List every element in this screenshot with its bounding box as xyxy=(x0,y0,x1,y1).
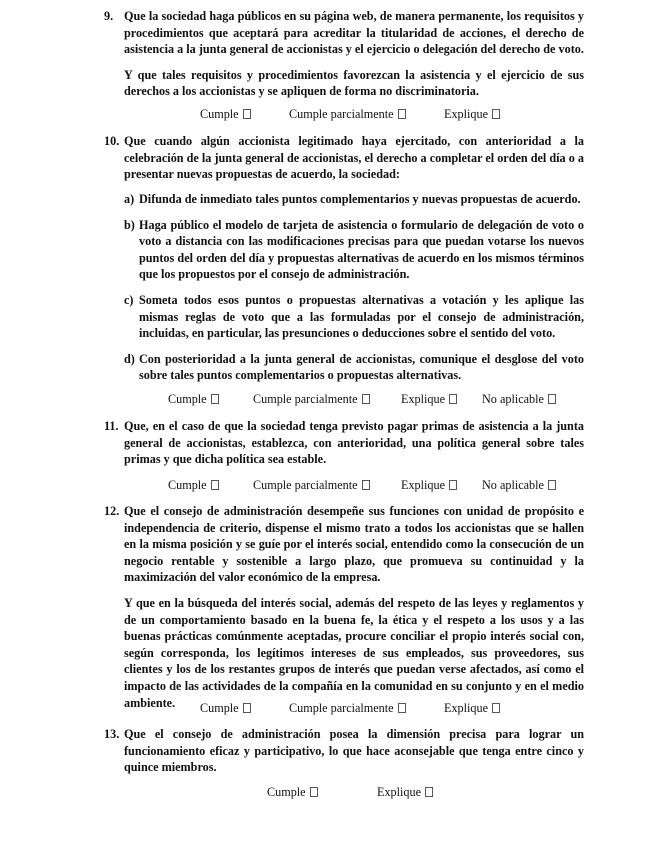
item-number: 11. xyxy=(104,419,119,433)
option-cumple[interactable]: Cumple xyxy=(267,784,318,801)
checkbox-icon[interactable] xyxy=(243,109,251,119)
checkbox-icon[interactable] xyxy=(211,394,219,404)
subitem-c: c) Sometа todos esos puntos o propuestas alternativas a votación y les aplique las mismas reglas de voto que a las formuladas por el consejo de administración, incluidas, en particular, las presunciones o deducciones sobre el sentido del voto. xyxy=(124,292,584,341)
option-explique[interactable]: Explique xyxy=(444,106,500,123)
item-number: 13. xyxy=(104,727,120,741)
subitems-10 xyxy=(124,191,584,384)
item-paragraph: Que, en el caso de que la sociedad tenga previsto pagar primas de asistencia a la junta general de accionistas, establezca, con anterioridad, una política general sobre tales primas y que dicha política sea estable. xyxy=(124,419,584,467)
option-cumple-parcialmente[interactable]: Cumple parcialmente xyxy=(289,700,406,717)
option-cumple-parcialmente[interactable]: Cumple parcialmente xyxy=(253,391,370,408)
recommendation-12 xyxy=(104,503,584,711)
item-paragraph: Que el consejo de administración posea la dimensión precisa para lograr un funcionamiento eficaz y participativo, lo que hace aconsejable que tenga entre cinco y quince miembros. xyxy=(124,727,584,775)
checkbox-icon[interactable] xyxy=(398,703,406,713)
option-cumple[interactable]: Cumple xyxy=(200,106,251,123)
subitem-a: a) Difunda de inmediato tales puntos complementarios y nuevas propuestas de acuerdo. xyxy=(124,192,581,206)
option-no-aplicable[interactable]: No aplicable xyxy=(482,477,556,494)
checkbox-icon[interactable] xyxy=(243,703,251,713)
recommendation-10 xyxy=(104,133,584,183)
option-explique[interactable]: Explique xyxy=(401,477,457,494)
item-number: 10. xyxy=(104,134,120,148)
checkbox-icon[interactable] xyxy=(449,480,457,490)
checkbox-icon[interactable] xyxy=(548,394,556,404)
recommendation-9 xyxy=(104,8,584,100)
subitem-d: d) Con posterioridad a la junta general de accionistas, comunique el desglose del voto sobre tales puntos complementarios o propuestas alternativas. xyxy=(124,351,584,383)
checkbox-icon[interactable] xyxy=(548,480,556,490)
item-paragraph: Y que en la búsqueda del interés social, además del respeto de las leyes y reglamentos y de un comportamiento basado en la buena fe, la ética y el respeto a los usos y a las buenas prácticas comúnmente aceptadas, procure conciliar el propio interés social con, según corresponda, los legítimos intereses de sus empleados, sus proveedores, sus clientes y los de los restantes grupos de interés que puedan verse afectados, así como el impacto de las actividades de la compañía en la comunidad en su conjunto y en el medio ambiente. xyxy=(124,595,584,710)
checkbox-icon[interactable] xyxy=(362,480,370,490)
recommendation-11 xyxy=(104,418,584,468)
checkbox-icon[interactable] xyxy=(398,109,406,119)
checkbox-icon[interactable] xyxy=(310,787,318,797)
option-no-aplicable[interactable]: No aplicable xyxy=(482,391,556,408)
option-explique[interactable]: Explique xyxy=(377,784,433,801)
checkbox-icon[interactable] xyxy=(449,394,457,404)
option-cumple[interactable]: Cumple xyxy=(168,391,219,408)
checkbox-icon[interactable] xyxy=(211,480,219,490)
checkbox-icon[interactable] xyxy=(492,109,500,119)
option-cumple[interactable]: Cumple xyxy=(200,700,251,717)
option-explique[interactable]: Explique xyxy=(444,700,500,717)
item-intro: Que cuando algún accionista legitimado haya ejercitado, con anterioridad a la celebración de la junta general de accionistas, el derecho a completar el orden del día o a presentar nuevas propuestas de acuerdo, la sociedad: xyxy=(124,134,584,182)
checkbox-icon[interactable] xyxy=(362,394,370,404)
option-cumple[interactable]: Cumple xyxy=(168,477,219,494)
item-number: 12. xyxy=(104,504,120,518)
option-cumple-parcialmente[interactable]: Cumple parcialmente xyxy=(253,477,370,494)
option-cumple-parcialmente[interactable]: Cumple parcialmente xyxy=(289,106,406,123)
item-paragraph: Y que tales requisitos y procedimientos favorezcan la asistencia y el ejercicio de sus derechos a los accionistas y se apliquen de forma no discriminatoria. xyxy=(124,67,584,99)
subitem-b: b) Haga público el modelo de tarjeta de asistencia o formulario de delegación de voto o voto a distancia con las modificaciones precisas para que puedan votarse los nuevos puntos del orden del día y propuestas alternativas de acuerdo en los mismos términos que los propuestos por el consejo de administración. xyxy=(124,217,584,282)
item-paragraph: Que el consejo de administración desempeñe sus funciones con unidad de propósito e independencia de criterio, dispense el mismo trato a todos los accionistas que se hallen en la misma posición y se guíe por el interés social, entendido como la consecución de un negocio rentable y sostenible a largo plazo, que promueva su continuidad y la maximización del valor económico de la empresa. xyxy=(124,504,584,585)
checkbox-icon[interactable] xyxy=(425,787,433,797)
option-explique[interactable]: Explique xyxy=(401,391,457,408)
checkbox-icon[interactable] xyxy=(492,703,500,713)
item-paragraph: Que la sociedad haga públicos en su página web, de manera permanente, los requisitos y procedimientos que aceptará para acreditar la titularidad de acciones, el derecho de asistencia a la junta general de accionistas y el ejercicio o delegación del derecho de voto. xyxy=(124,9,584,57)
item-number: 9. xyxy=(104,9,114,23)
recommendation-13 xyxy=(104,726,584,776)
